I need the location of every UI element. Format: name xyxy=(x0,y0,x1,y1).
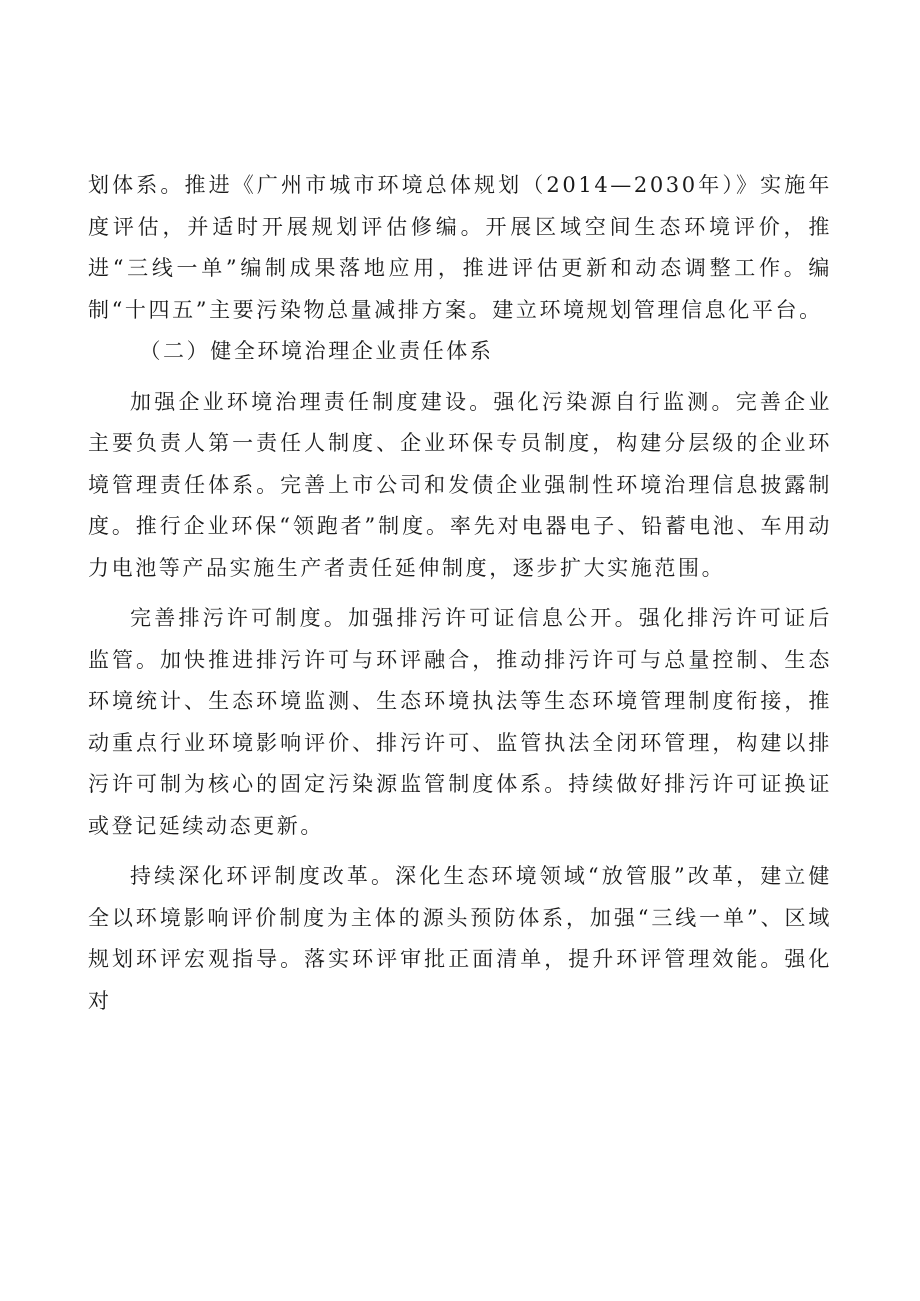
document-page xyxy=(88,165,832,1022)
section-heading: （二）健全环境治理企业责任体系 xyxy=(139,339,494,363)
paragraph-continuation: 划体系。推进《广州市城市环境总体规划（2014—2030年）》实施年度评估，并适时开展规划评估修编。开展区域空间生态环境评价，推进“三线一单”编制成果落地应用，推进评估更新和动态调整工作。编制“十四五”主要污染物总量减排方案。建立环境规划管理信息化平台。 xyxy=(88,173,832,322)
paragraph-enterprise-responsibility: 加强企业环境治理责任制度建设。强化污染源自行监测。完善企业主要负责人第一责任人制度、企业环保专员制度，构建分层级的企业环境管理责任体系。完善上市公司和发债企业强制性环境治理信息披露制度。推行企业环保“领跑者”制度。率先对电器电子、铅蓄电池、车用动力电池等产品实施生产者责任延伸制度，逐步扩大实施范围。 xyxy=(88,389,832,580)
paragraph-pollution-permit: 完善排污许可制度。加强排污许可证信息公开。强化排污许可证后监管。加快推进排污许可与环评融合，推动排污许可与总量控制、生态环境统计、生态环境监测、生态环境执法等生态环境管理制度衔接，推动重点行业环境影响评价、排污许可、监管执法全闭环管理，构建以排污许可制为核心的固定污染源监管制度体系。持续做好排污许可证换证或登记延续动态更新。 xyxy=(88,606,832,838)
paragraph-eia-reform: 持续深化环评制度改革。深化生态环境领域“放管服”改革，建立健全以环境影响评价制度为主体的源头预防体系，加强“三线一单”、区域规划环评宏观指导。落实环评审批正面清单，提升环评管理效能。强化对 xyxy=(88,864,833,1013)
